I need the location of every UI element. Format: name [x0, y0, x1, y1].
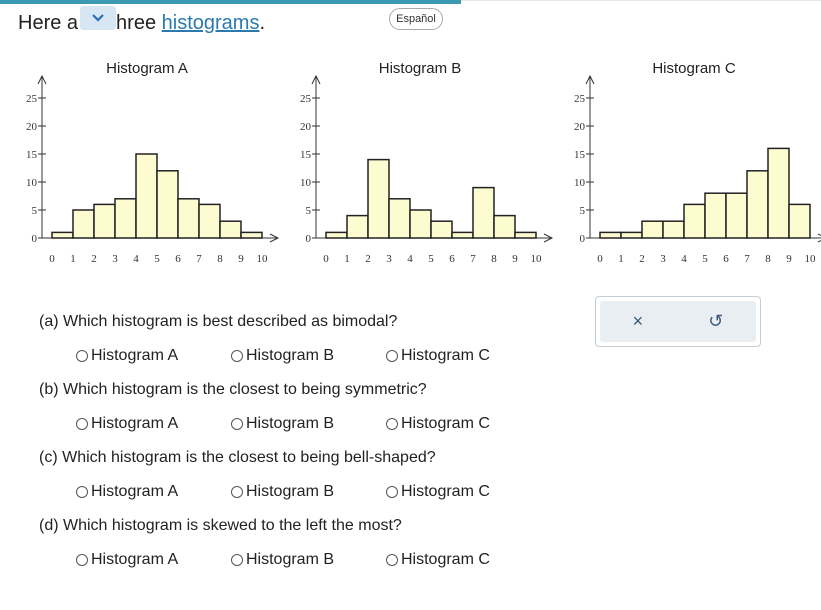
x-tick-label: 1	[344, 253, 350, 265]
histogram-b-bar	[347, 216, 368, 238]
histogram-a-bar	[157, 171, 178, 238]
x-tick-label: 10	[804, 253, 816, 265]
questions	[39, 305, 541, 577]
x-tick-label: 0	[597, 253, 603, 265]
option-label: Histogram A	[91, 483, 179, 500]
option-label: Histogram A	[91, 415, 179, 432]
option-histogram-c[interactable]	[386, 347, 541, 365]
option-label: Histogram A	[91, 551, 179, 568]
x-tick-label: 3	[112, 253, 118, 265]
histogram-b-bar	[473, 188, 494, 238]
option-histogram-c[interactable]	[386, 483, 541, 501]
x-tick-label: 7	[744, 253, 750, 265]
histogram-a-bar	[52, 232, 73, 238]
histogram-c-bar	[642, 221, 663, 238]
x-tick-label: 10	[256, 253, 268, 265]
histogram-a-bar	[241, 232, 262, 238]
question-b-options	[39, 407, 541, 441]
x-tick-label: 10	[530, 253, 542, 265]
histogram-a-bar	[199, 204, 220, 238]
histogram-c-bar	[705, 193, 726, 238]
option-label: Histogram B	[246, 347, 335, 364]
option-label: Histogram C	[401, 347, 490, 364]
x-tick-label: 9	[512, 253, 518, 265]
radio-button[interactable]	[386, 554, 398, 566]
y-tick-label: 20	[574, 121, 585, 133]
question-a-options	[39, 339, 541, 373]
histogram-b-bar	[494, 216, 515, 238]
option-histogram-b[interactable]	[231, 347, 386, 365]
y-tick-label: 0	[31, 233, 37, 245]
x-tick-label: 5	[154, 253, 160, 265]
option-label: Histogram B	[246, 551, 335, 568]
y-tick-label: 20	[26, 121, 37, 133]
y-tick-label: 0	[579, 233, 585, 245]
histogram-b-bar	[452, 232, 473, 238]
option-label: Histogram B	[246, 483, 335, 500]
y-tick-label: 10	[300, 177, 311, 189]
option-histogram-b[interactable]	[231, 551, 386, 569]
intro-prefix: Here a	[18, 12, 79, 34]
histogram-b-bar	[389, 199, 410, 238]
option-label: Histogram A	[91, 347, 179, 364]
radio-button[interactable]	[76, 554, 88, 566]
x-tick-label: 8	[217, 253, 223, 265]
histogram-c-bar	[789, 204, 810, 238]
y-tick-label: 10	[574, 177, 585, 189]
answer-controls	[595, 296, 761, 347]
x-tick-label: 0	[49, 253, 55, 265]
radio-button[interactable]	[76, 350, 88, 362]
y-tick-label: 0	[305, 233, 311, 245]
radio-button[interactable]	[231, 350, 243, 362]
y-tick-label: 25	[574, 93, 585, 105]
histogram-c-bar	[621, 232, 642, 238]
histogram-b-bar	[515, 232, 536, 238]
histogram-b-bar	[326, 232, 347, 238]
histogram-b-title: Histogram B	[378, 60, 462, 77]
histogram-a-bar	[73, 210, 94, 238]
option-label: Histogram C	[401, 483, 490, 500]
x-tick-label: 4	[681, 253, 687, 265]
histogram-b-bar	[368, 160, 389, 238]
language-button[interactable]: Español	[389, 8, 443, 30]
x-tick-label: 1	[618, 253, 624, 265]
histogram-c-bar	[663, 221, 684, 238]
x-tick-label: 3	[386, 253, 392, 265]
radio-button[interactable]	[76, 486, 88, 498]
x-tick-label: 8	[491, 253, 497, 265]
histogram-a-bar	[220, 221, 241, 238]
histogram-a-bar	[115, 199, 136, 238]
x-tick-label: 2	[639, 253, 645, 265]
x-tick-label: 8	[765, 253, 771, 265]
option-histogram-a[interactable]	[76, 415, 231, 433]
intro-suffix: .	[259, 12, 265, 34]
option-histogram-c[interactable]	[386, 551, 541, 569]
y-tick-label: 15	[26, 149, 37, 161]
option-histogram-c[interactable]	[386, 415, 541, 433]
radio-button[interactable]	[231, 418, 243, 430]
question-c-options	[39, 475, 541, 509]
histogram-b-bar	[410, 210, 431, 238]
option-histogram-b[interactable]	[231, 415, 386, 433]
radio-button[interactable]	[76, 418, 88, 430]
histograms-figure	[0, 0, 821, 300]
x-tick-label: 4	[133, 253, 139, 265]
option-histogram-b[interactable]	[231, 483, 386, 501]
y-tick-label: 5	[305, 205, 311, 217]
intro-middle: hree	[116, 12, 162, 34]
histogram-c-bar	[726, 193, 747, 238]
question-d: (d) Which histogram is skewed to the left the most?	[39, 517, 402, 534]
question-d-options	[39, 543, 541, 577]
x-tick-label: 4	[407, 253, 413, 265]
undo-icon[interactable]: ↺	[708, 311, 724, 331]
x-tick-label: 6	[449, 253, 455, 265]
option-label: Histogram C	[401, 551, 490, 568]
x-tick-label: 3	[660, 253, 666, 265]
y-tick-label: 5	[579, 205, 585, 217]
histogram-c-bar	[747, 171, 768, 238]
option-histogram-a[interactable]	[76, 347, 231, 365]
radio-button[interactable]	[231, 554, 243, 566]
histogram-c-bar	[684, 204, 705, 238]
x-tick-label: 9	[786, 253, 792, 265]
radio-button[interactable]	[386, 486, 398, 498]
y-tick-label: 15	[300, 149, 311, 161]
histogram-a-bar	[136, 154, 157, 238]
question-c: (c) Which histogram is the closest to being bell-shaped?	[39, 449, 436, 466]
x-tick-label: 5	[702, 253, 708, 265]
x-tick-label: 6	[175, 253, 181, 265]
option-label: Histogram C	[401, 415, 490, 432]
x-tick-label: 7	[470, 253, 476, 265]
question-b: (b) Which histogram is the closest to being symmetric?	[39, 381, 427, 398]
y-tick-label: 25	[300, 93, 311, 105]
option-histogram-a[interactable]	[76, 551, 231, 569]
x-icon[interactable]: ×	[632, 311, 644, 331]
x-tick-label: 5	[428, 253, 434, 265]
histogram-a-bar	[94, 204, 115, 238]
histogram-c-bar	[600, 232, 621, 238]
y-tick-label: 10	[26, 177, 37, 189]
x-tick-label: 0	[323, 253, 329, 265]
y-tick-label: 25	[26, 93, 37, 105]
radio-button[interactable]	[386, 418, 398, 430]
y-tick-label: 20	[300, 121, 311, 133]
histogram-c-bar	[768, 148, 789, 238]
y-tick-label: 5	[31, 205, 37, 217]
radio-button[interactable]	[386, 350, 398, 362]
x-tick-label: 2	[365, 253, 371, 265]
option-label: Histogram B	[246, 415, 335, 432]
y-tick-label: 15	[574, 149, 585, 161]
x-tick-label: 9	[238, 253, 244, 265]
histogram-b-bar	[431, 221, 452, 238]
x-tick-label: 6	[723, 253, 729, 265]
histograms-link[interactable]: histograms	[161, 12, 260, 34]
radio-button[interactable]	[231, 486, 243, 498]
histogram-c-title: Histogram C	[652, 60, 736, 77]
option-histogram-a[interactable]	[76, 483, 231, 501]
histogram-a-title: Histogram A	[106, 60, 188, 77]
answer-controls-inner	[600, 301, 756, 342]
x-tick-label: 7	[196, 253, 202, 265]
x-tick-label: 1	[70, 253, 76, 265]
x-tick-label: 2	[91, 253, 97, 265]
histogram-a-bar	[178, 199, 199, 238]
question-a: (a) Which histogram is best described as bimodal?	[39, 313, 398, 330]
